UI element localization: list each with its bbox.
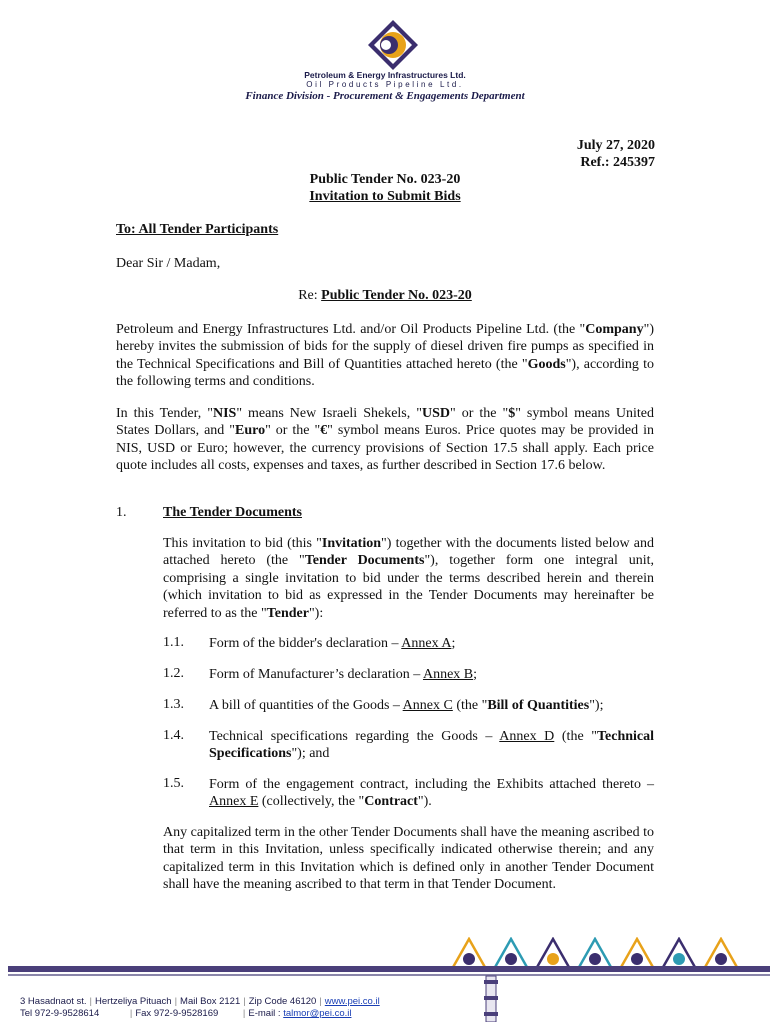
footer-fax: Fax 972-9-9528169 (135, 1008, 219, 1019)
list-item: Technical specifications regarding the Goods – Annex D (the "Technical Specifications"); and (209, 729, 655, 762)
letter-date: July 27, 2020 (576, 138, 655, 153)
footer-mailbox: Mail Box 2121 (180, 996, 241, 1007)
footer-address-line: 3 Hasadnaot st. | Hertzeliya Pituach | Mail Box 2121 | Zip Code 46120 | www.pei.co.il (20, 996, 380, 1007)
item-number: 1.5. (163, 776, 184, 791)
addressee: To: All Tender Participants (116, 222, 279, 237)
list-item: Form of Manufacturer’s declaration – Annex B; (209, 667, 478, 682)
footer-email-link[interactable]: talmor@pei.co.il (283, 1008, 352, 1019)
company-subtitle: Oil Products Pipeline Ltd. (306, 80, 464, 89)
footer-zip: Zip Code 46120 (248, 996, 317, 1007)
annex-link: Annex C (402, 698, 453, 713)
annex-link: Annex B (422, 667, 474, 682)
footer-tel: Tel 972-9-9528614 (20, 1008, 100, 1019)
section-number: 1. (116, 505, 127, 520)
annex-link: Annex A (401, 636, 452, 651)
company-logo (364, 18, 422, 72)
tender-title: Public Tender No. 023-20 (309, 172, 461, 187)
section-body: This invitation to bid (this "Invitation") together with the documents listed below and attached hereto (the "Tender Documents"), together form one integral unit, comprising a single invitation to bid under the terms described herein and therein (which invitation to bid as expressed in the Tender Documents may hereinafter be referred to as the "Tender"): (163, 536, 654, 621)
section-heading: The Tender Documents (163, 505, 302, 520)
closing-paragraph: Any capitalized term in the other Tender Documents shall have the meaning ascribed to that term in this Invitation, unless specifically indicated otherwise therein; and any capitalized term in this Invitation which is defined only in another Tender Document shall have the meaning ascribed to that term in that Tender Document. (163, 825, 654, 893)
list-item: Form of the bidder's declaration – Annex A; (209, 636, 456, 651)
item-number: 1.4. (163, 728, 184, 743)
intro-paragraph-1: Petroleum and Energy Infrastructures Ltd. and/or Oil Products Pipeline Ltd. (the "Company") hereby invites the submission of bids for the supply of diesel driven fire pumps as specified in the Technical Specifications and Bill of Quantities attached hereto (the "Goods"), according to the following terms and conditions. (116, 322, 654, 390)
item-number: 1.2. (163, 666, 184, 681)
company-name: Petroleum & Energy Infrastructures Ltd. (304, 70, 466, 80)
list-item: Form of the engagement contract, including the Exhibits attached thereto – Annex E (collectively, the "Contract"). (209, 777, 654, 810)
footer-website-link[interactable]: www.pei.co.il (324, 996, 380, 1007)
salutation: Dear Sir / Madam, (116, 256, 221, 271)
footer-email-label: E-mail : (248, 1008, 284, 1019)
annex-link: Annex D (499, 729, 555, 744)
re-value: Public Tender No. 023-20 (321, 288, 472, 303)
re-line: Re: Public Tender No. 023-20 (298, 288, 472, 303)
footer-city: Hertzeliya Pituach (95, 996, 172, 1007)
item-number: 1.3. (163, 697, 184, 712)
letter-ref: Ref.: 245397 (580, 155, 655, 170)
division-line: Finance Division - Procurement & Engagements Department (245, 90, 525, 102)
annex-link: Annex E (209, 794, 259, 810)
list-item: A bill of quantities of the Goods – Annex C (the "Bill of Quantities"); (209, 698, 604, 713)
footer-contact-line: Tel 972-9-9528614 | Fax 972-9-9528169 | E-mail : talmor@pei.co.il (20, 1008, 352, 1019)
tender-subtitle: Invitation to Submit Bids (309, 189, 461, 204)
item-number: 1.1. (163, 635, 184, 650)
intro-paragraph-2: In this Tender, "NIS" means New Israeli Shekels, "USD" or the "$" symbol means United States Dollars, and "Euro" or the "€" symbol means Euros. Price quotes may be provided in NIS, USD or Euro; however, the currency provisions of Section 17.5 shall apply. Each price quote includes all costs, expenses and taxes, as further described in Section 17.6 below. (116, 406, 654, 474)
footer-address: 3 Hasadnaot st. (20, 996, 87, 1007)
